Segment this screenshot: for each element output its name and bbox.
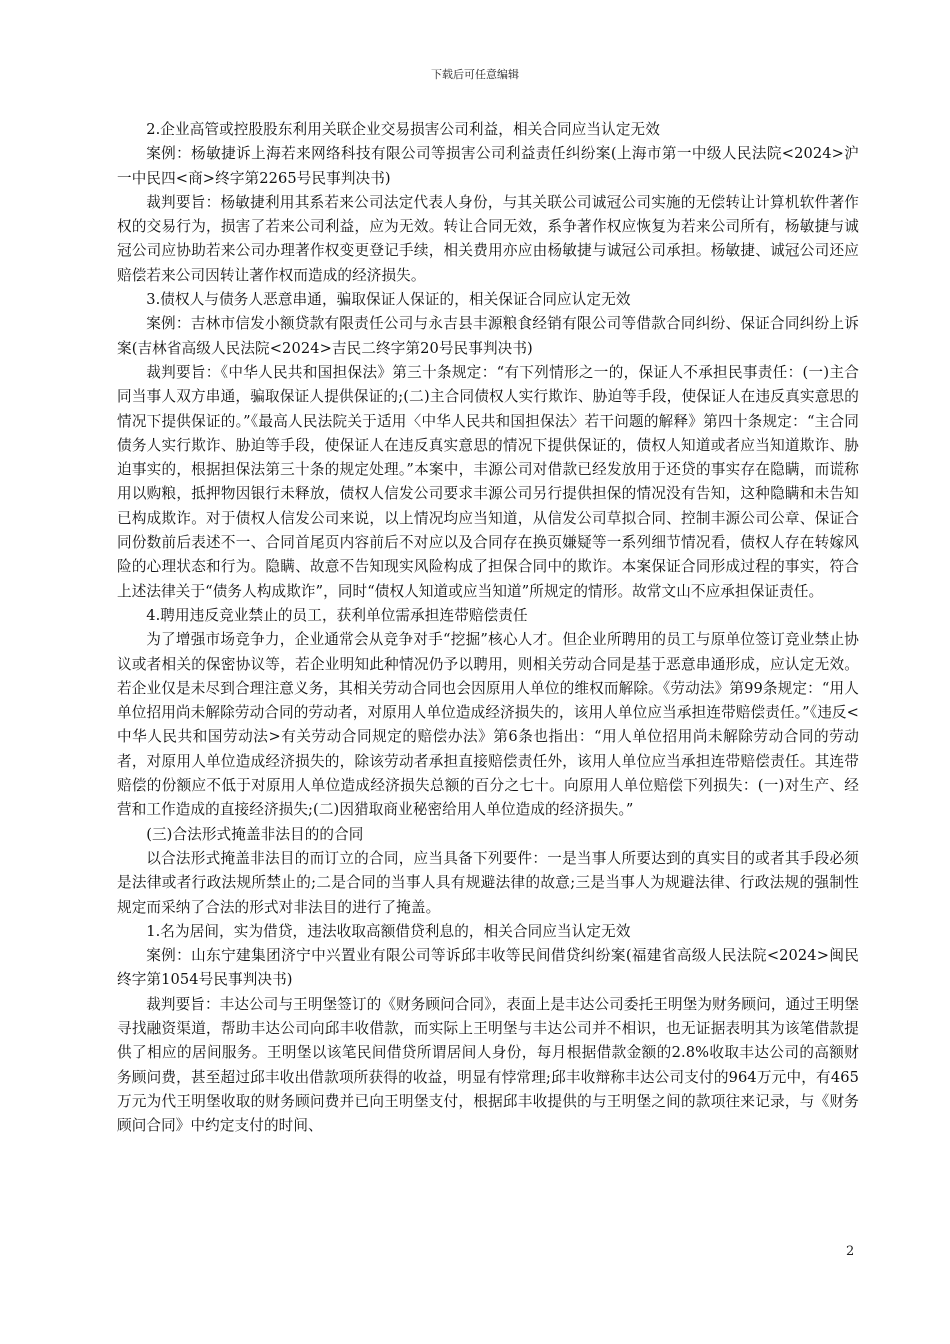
case-citation: 案例：吉林市信发小额贷款有限责任公司与永吉县丰源粮食经销有限公司等借款合同纠纷、保证合同纠纷上诉案(吉林省高级人民法院<2024>吉民二终字第20号民事判决书) [117, 315, 859, 357]
section-heading-3: 3.债权人与债务人恶意串通，骗取保证人保证的，相关保证合同应认定无效 [146, 291, 631, 309]
subsection-heading-3: (三)合法形式掩盖非法目的的合同 [146, 825, 364, 843]
ruling-summary: 裁判要旨：丰达公司与王明堡签订的《财务顾问合同》，表面上是丰达公司委托王明堡为财务顾问，通过王明堡寻找融资渠道，帮助丰达公司向邱丰收借款，而实际上王明堡与丰达公司并不相识，也无证据表明其为该笔借款提供了相应的居间服务。王明堡以该笔民间借贷所谓居间人身份，每月根据借款金额的2.8%收取丰达公司的高额财务顾问费，甚至超过邱丰收出借款项所获得的收益，明显有悖常理;邱丰收辩称丰达公司支付的964万元中，有465万元为代王明堡收取的财务顾问费并已向王明堡支付，根据邱丰收提供的与王明堡之间的款项往来记录，与《财务顾问合同》中约定支付的时间、 [117, 995, 859, 1135]
section-heading-1: 1.名为居间，实为借贷，违法收取高额借贷利息的，相关合同应当认定无效 [146, 922, 631, 940]
section-heading-2: 2.企业高管或控股股东利用关联企业交易损害公司利益，相关合同应当认定无效 [146, 121, 660, 138]
ruling-summary: 裁判要旨：杨敏捷利用其系若来公司法定代表人身份，与其关联公司诚冠公司实施的无偿转让计算机软件著作权的交易行为，损害了若来公司利益，应为无效。转让合同无效，系争著作权应恢复为若来公司所有，杨敏捷与诚冠公司应协助若来公司办理著作权变更登记手续，相关费用亦应由杨敏捷与诚冠公司承担。杨敏捷、诚冠公司还应赔偿若来公司因转让著作权而造成的经济损失。 [117, 193, 859, 284]
case-citation: 案例：杨敏捷诉上海若来网络科技有限公司等损害公司利益责任纠纷案(上海市第一中级人民法院<2024>沪一中民四<商>终字第2265号民事判决书) [117, 145, 859, 187]
document-body [117, 118, 859, 1138]
body-paragraph: 为了增强市场竞争力，企业通常会从竞争对手“挖掘”核心人才。但企业所聘用的员工与原单位签订竞业禁止协议或者相关的保密协议等，若企业明知此种情况仍予以聘用，则相关劳动合同是基于恶意串通形成，应认定无效。若企业仅是未尽到合理注意义务，其相关劳动合同也会因原用人单位的维权而解除。《劳动法》第99条规定：“用人单位招用尚未解除劳动合同的劳动者，对原用人单位造成经济损失的，该用人单位应当承担连带赔偿责任。”《违反<中华人民共和国劳动法>有关劳动合同规定的赔偿办法》第6条也指出：“用人单位招用尚未解除劳动合同的劳动者，对原用人单位造成经济损失的，除该劳动者承担直接赔偿责任外，该用人单位应当承担连带赔偿责任。其连带赔偿的份额应不低于对原用人单位造成经济损失总额的百分之七十。向原用人单位赔偿下列损失：(一)对生产、经营和工作造成的直接经济损失;(二)因猎取商业秘密给用人单位造成的经济损失。” [117, 631, 859, 819]
ruling-summary: 裁判要旨：《中华人民共和国担保法》第三十条规定：“有下列情形之一的，保证人不承担民事责任：(一)主合同当事人双方串通，骗取保证人提供保证的;(二)主合同债权人实行欺诈、胁迫等手段，使保证人在违反真实意思的情况下提供保证的。”《最高人民法院关于适用〈中华人民共和国担保法〉若干问题的解释》第四十条规定：“主合同债务人实行欺诈、胁迫等手段，使保证人在违反真实意思的情况下提供保证的，债权人知道或者应当知道欺诈、胁迫事实的，根据担保法第三十条的规定处理。”本案中，丰源公司对借款已经发放用于还贷的事实存在隐瞒，而谎称用以购粮，抵押物因银行未释放，债权人信发公司要求丰源公司另行提供担保的情况没有告知，这种隐瞒和未告知已构成欺诈。对于债权人信发公司来说，以上情况均应当知道，从信发公司草拟合同、控制丰源公司公章、保证合同份数前后表述不一、合同首尾页内容前后不对应以及合同存在换页嫌疑等一系列细节情况看，债权人存在转嫁风险的心理状态和行为。隐瞒、故意不告知现实风险构成了担保合同中的欺诈。本案保证合同形成过程的事实，符合上述法律关于“债务人构成欺诈”，同时“债权人知道或应当知道”所规定的情形。故常文山不应承担保证责任。 [117, 363, 859, 600]
page-header-note: 下载后可任意编辑 [431, 68, 519, 81]
case-citation: 案例：山东宁建集团济宁中兴置业有限公司等诉邱丰收等民间借贷纠纷案(福建省高级人民法院<2024>闽民终字第1054号民事判决书) [117, 947, 859, 989]
page-number: 2 [846, 1244, 855, 1259]
body-paragraph: 以合法形式掩盖非法目的而订立的合同，应当具备下列要件：一是当事人所要达到的真实目的或者其手段必须是法律或者行政法规所禁止的;二是合同的当事人具有规避法律的故意;三是当事人为规避法律、行政法规的强制性规定而采纳了合法的形式对非法目的进行了掩盖。 [117, 849, 859, 916]
section-heading-4: 4.聘用违反竞业禁止的员工，获利单位需承担连带赔偿责任 [146, 606, 528, 624]
